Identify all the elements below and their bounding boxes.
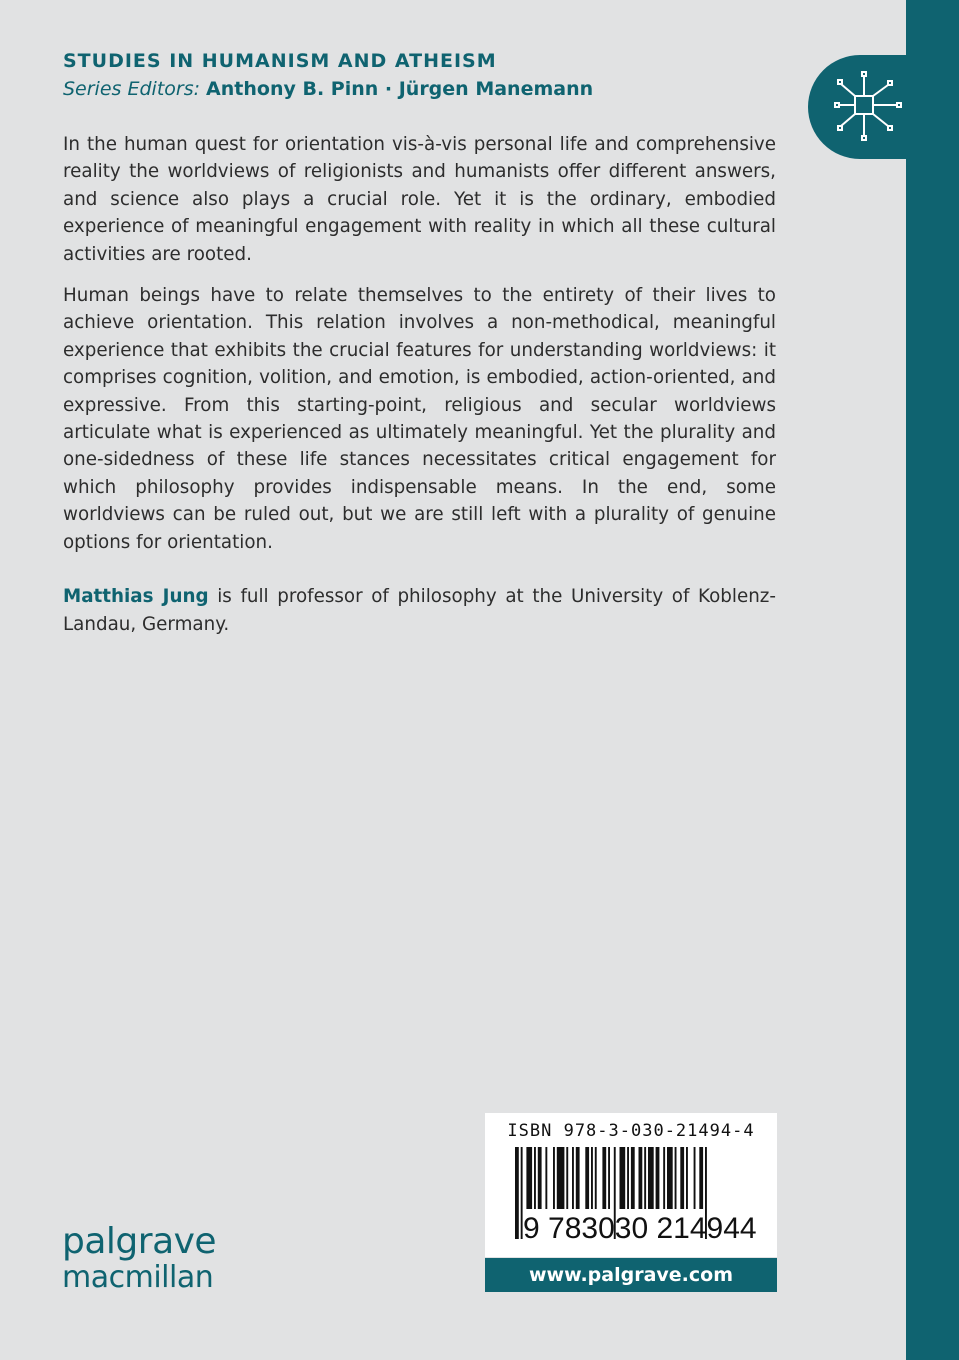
barcode-bar (545, 1147, 547, 1209)
barcode-bar (526, 1147, 532, 1209)
barcode-bar (557, 1147, 565, 1209)
blurb (63, 131, 776, 652)
publisher-logo (62, 1221, 217, 1296)
barcode-bar (639, 1147, 643, 1209)
barcode-bar (656, 1147, 660, 1209)
barcode-bar (553, 1147, 555, 1209)
barcode-bar (675, 1147, 677, 1209)
barcode-bar (595, 1147, 597, 1209)
barcode-bar (576, 1147, 580, 1209)
isbn-text: ISBN 978-3-030-21494-4 (507, 1121, 755, 1141)
barcode-bar (591, 1147, 593, 1209)
barcode-bar (699, 1147, 703, 1209)
series-editors (63, 78, 593, 100)
barcode-bar (572, 1147, 574, 1209)
author-bio (63, 583, 776, 638)
barcode-bar (608, 1147, 610, 1209)
author-name: Matthias Jung (63, 586, 209, 608)
blurb-paragraph: Human beings have to relate themselves to the entirety of their lives to achieve orientation. This relation involves a non-methodical, meaningful experience that exhibits the crucial features for understanding worldviews: it comprises cognition, volition, and emotion, is embodied, action-oriented, and expressive. From this starting-point, religious and secular worldviews articulate what is experienced as ultimately meaningful. Yet the plurality and one-sidedness of these life stances necessitates critical engagement for which philosophy provides indispensable means. In the end, some worldviews can be ruled out, but we are still left with a plurality of genuine options for orientation. (63, 285, 776, 553)
barcode-bar (663, 1147, 665, 1209)
blurb-paragraph: In the human quest for orientation vis-à-vis personal life and comprehensive reality the worldviews of religionists and humanists offer different answers, and science also plays a crucial role. Yet it is the ordinary, embodied experience of meaningful engagement with reality in which all these cultural activities are rooted. (63, 134, 776, 265)
logo-line1: palgrave (62, 1221, 217, 1262)
barcode-bar (620, 1147, 626, 1209)
series-badge (808, 55, 918, 159)
editors-names: Anthony B. Pinn · Jürgen Manemann (206, 78, 594, 100)
barcode-bar (538, 1147, 542, 1209)
barcode-digits: 9 783030 214944 (523, 1212, 757, 1245)
barcode-bar (644, 1147, 646, 1209)
publisher-url[interactable]: www.palgrave.com (485, 1258, 777, 1292)
spine-strip (906, 0, 959, 1360)
barcode-bar (694, 1147, 696, 1209)
barcode-bar (648, 1147, 654, 1209)
network-chip-icon (808, 55, 918, 159)
barcode-bar (585, 1147, 589, 1209)
editors-label: Series Editors: (63, 78, 200, 100)
author-bio-text: is full professor of philosophy at the University of Koblenz-Landau, Germany. (63, 586, 776, 635)
barcode-bar (627, 1147, 629, 1209)
barcode-bar (602, 1147, 606, 1209)
barcode-bar (631, 1147, 635, 1209)
series-title: STUDIES IN HUMANISM AND ATHEISM (63, 50, 497, 72)
barcode-box (485, 1113, 777, 1257)
barcode-bar (680, 1147, 684, 1209)
barcode-bar (534, 1147, 536, 1209)
logo-line2: macmillan (62, 1260, 214, 1295)
barcode-bar (566, 1147, 568, 1209)
barcode-bar (686, 1147, 688, 1209)
barcode-bar (667, 1147, 673, 1209)
barcode-bar (515, 1147, 519, 1239)
